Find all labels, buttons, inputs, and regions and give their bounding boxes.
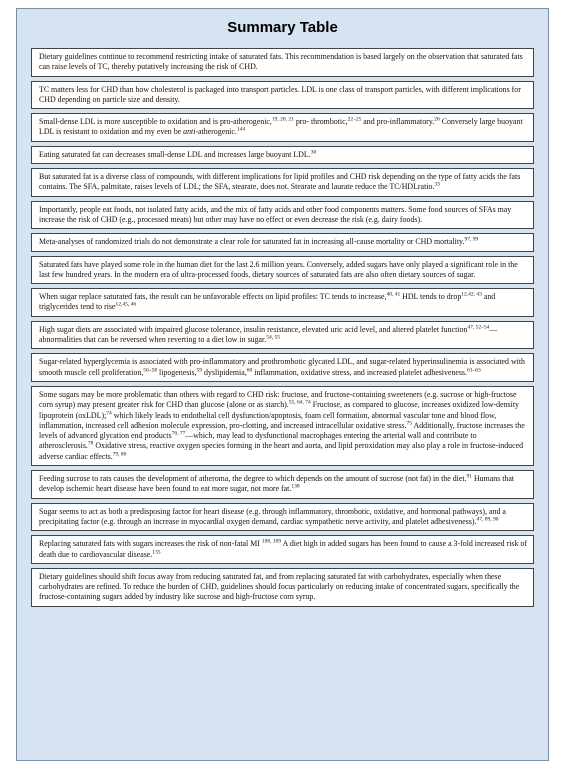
table-rows <box>31 48 534 607</box>
table-row <box>31 168 534 197</box>
row-text: Dietary guidelines should shift focus away from reducing saturated fat, and from replacing saturated fat with carbohydrates, especially when these carbohydrates are refined. To reduce the burden of CHD, guidelines should focus particularly on reducing intake of concentrated sugars, specifically the fructose-containing sugars added by industry like sucrose and high-fructose corn syrup. <box>39 571 520 602</box>
row-text: Sugar-related hyperglycemia is associated with pro-inflammatory and prothrombotic glycated LDL, and sugar-related hyperinsulinemia is associated with smooth muscle cell proliferation, <box>39 357 525 377</box>
row-text: Fructose, as compared to glucose, increases oxidized low-density lipoprotein (oxLDL); <box>39 400 519 420</box>
citation-superscript: 79, 80 <box>112 451 127 458</box>
row-text: Dietary guidelines continue to recommend restricting intake of saturated fats. This recommendation is based largely on the observation that saturated fats can raise levels of TC, thereby putatively increasing the risk of CHD. <box>39 52 523 72</box>
row-text: —which, may lead to dysfunctional macrophages entering the arterial wall and contribute to atherosclerosis. <box>39 431 477 451</box>
row-text: Some sugars may be more problematic than others with regard to CHD risk: fructose, and fructose-containing sweeteners (e.g. sucrose or high-fructose corn syrup) may present greater risk for CHD than glucose (alone or as starch). <box>39 389 517 410</box>
table-row <box>31 470 534 499</box>
citation-superscript: 54, 55 <box>266 334 280 341</box>
citation-superscript: 47, 89, 90 <box>476 516 499 523</box>
table-row <box>31 288 534 317</box>
row-text: TC matters less for CHD than how cholesterol is packaged into transport particles. LDL is one class of transport particles, with different implications for CHD depending on particle size and density. <box>39 84 521 104</box>
citation-superscript: 61–63 <box>466 367 481 374</box>
row-text: Feeding sucrose to rats causes the development of atheroma, the degree to which depends on the amount of sucrose (not fat) in the diet. <box>39 474 467 484</box>
row-text: —abnormalities that can be reversed when reverting to a diet low in sugar. <box>39 324 498 345</box>
citation-superscript: 75 <box>406 420 412 427</box>
citation-superscript: 22–25 <box>347 116 362 123</box>
table-row <box>31 353 534 382</box>
row-text: and triglycerides tend to rise <box>39 292 496 312</box>
table-row <box>31 48 534 77</box>
row-text: Additionally, fructose increases the levels of advanced glycation end products <box>39 420 525 441</box>
row-text: inflammation, oxidative stress, and increased platelet adhesiveness. <box>252 367 467 377</box>
table-row <box>31 503 534 532</box>
citation-superscript: 47, 52–54 <box>467 324 490 331</box>
table-title: Summary Table <box>227 19 338 36</box>
row-text: Conversely large buoyant LDL is resistant to oxidation and my even be <box>39 117 523 137</box>
row-text: Oxidative stress, reactive oxygen species forming in the heart and aorta, and lipid peroxidation may also play a role in fructose-induced adverse cardiac effects. <box>39 441 524 461</box>
row-text: pro- thrombotic, <box>293 117 348 127</box>
citation-superscript: 76, 77 <box>171 430 186 437</box>
citation-superscript: 12,45, 46 <box>115 301 137 308</box>
table-row <box>31 568 534 607</box>
row-text: Small-dense LDL is more susceptible to oxidation and is pro-atherogenic, <box>39 117 272 127</box>
row-text: lipogenesis, <box>157 367 197 377</box>
table-row <box>31 146 534 164</box>
table-row <box>31 201 534 230</box>
row-text: HDL tends to drop <box>400 292 462 302</box>
row-text: Meta-analyses of randomized trials do not demonstrate a clear role for saturated fat in increasing all-cause mortality or CHD mortality. <box>39 237 465 247</box>
citation-superscript: 135 <box>152 548 161 555</box>
row-text: When sugar replace saturated fats, the result can be unfavorable effects on lipid profiles: TC tends to increase, <box>39 292 387 302</box>
row-text: and pro-inflammatory. <box>361 117 435 127</box>
row-text: which likely leads to endothelial cell dysfunction/apoptosis, foam cell formation, abnormal vascular tone and blood flow, inflammation, increased cell adhesion molecule expression, pro-clotting, and increased intracellular oxidative stress. <box>39 410 497 430</box>
citation-superscript: 55, 64, 74 <box>288 399 311 406</box>
row-text: High sugar diets are associated with impaired glucose tolerance, insulin resistance, elevated uric acid level, and altered platelet function <box>39 324 468 334</box>
citation-superscript: 30 <box>310 149 317 156</box>
citation-superscript: 33 <box>434 181 440 188</box>
citation-superscript: 74 <box>106 409 112 416</box>
row-text: Saturated fats have played some role in the human diet for the last 2.6 million years. Conversely, added sugars have only played a significant role in the last few hundred years. In the modern era of ultra-processed foods, dietary sources of saturated fats are also often dietary sources of sugar. <box>39 259 518 279</box>
citation-superscript: 60 <box>246 367 253 374</box>
row-text: Importantly, people eat foods, not isolated fatty acids, and the mix of fatty acids and other food components matters. Some food sources of SFAs may increase the risk of CHD (e.g., processed meats) but other may have no effect or even decrease the risk (e.g. dairy foods). <box>39 204 512 224</box>
citation-superscript: 91 <box>466 473 472 480</box>
row-text: -atherogenic. <box>195 127 237 137</box>
citation-superscript: 56–58 <box>143 367 158 374</box>
table-row <box>31 233 534 251</box>
citation-superscript: 40, 41 <box>386 291 401 298</box>
row-text: dyslipidemia, <box>202 367 247 377</box>
row-text: But saturated fat is a diverse class of compounds, with different implications for lipid profiles and CHD risk depending on the type of fatty acids the fats contains. The SFA, palmitate, raises levels of LDL; the SFA, stearate, does not. Stearate and laurate reduce the TC/HDLratio. <box>39 172 521 192</box>
row-text: Sugar seems to act as both a predisposing factor for heart disease (e.g. through inflammatory, thrombotic, oxidative, and hormonal pathways), and a precipitating factor (e.g. through an increase in myocardial oxygen demand, cardiac sympathetic nerve activity, and platelet adhesiveness). <box>39 506 506 526</box>
row-text: A diet high in added sugars has been found to cause a 3-fold increased risk of death due to cardiovascular disease. <box>39 539 527 559</box>
citation-superscript: 12,42, 43 <box>461 291 482 298</box>
citation-superscript: 78 <box>87 440 94 447</box>
table-row <box>31 256 534 285</box>
row-text: Humans that develop ischemic heart disease have been found to eat more sugar, not more fat. <box>39 474 515 494</box>
summary-table <box>16 8 549 761</box>
citation-superscript: 97, 99 <box>464 236 479 243</box>
table-row <box>31 386 534 466</box>
row-text: Eating saturated fat can decreases small-dense LDL and increases large buoyant LDL. <box>39 149 311 159</box>
citation-superscript: 144 <box>236 126 246 133</box>
table-row <box>31 321 534 350</box>
row-text: Replacing saturated fats with sugars increases the risk of non-fatal MI <box>39 539 262 549</box>
citation-superscript: 19, 20, 21 <box>271 116 294 123</box>
table-row <box>31 113 534 142</box>
table-row <box>31 81 534 110</box>
citation-superscript: 59 <box>196 367 203 374</box>
table-row <box>31 535 534 564</box>
citation-superscript: 108, 109 <box>261 538 282 545</box>
italic-text: anti <box>183 127 196 137</box>
citation-superscript: 26 <box>434 116 440 123</box>
citation-superscript: 138 <box>291 483 300 490</box>
